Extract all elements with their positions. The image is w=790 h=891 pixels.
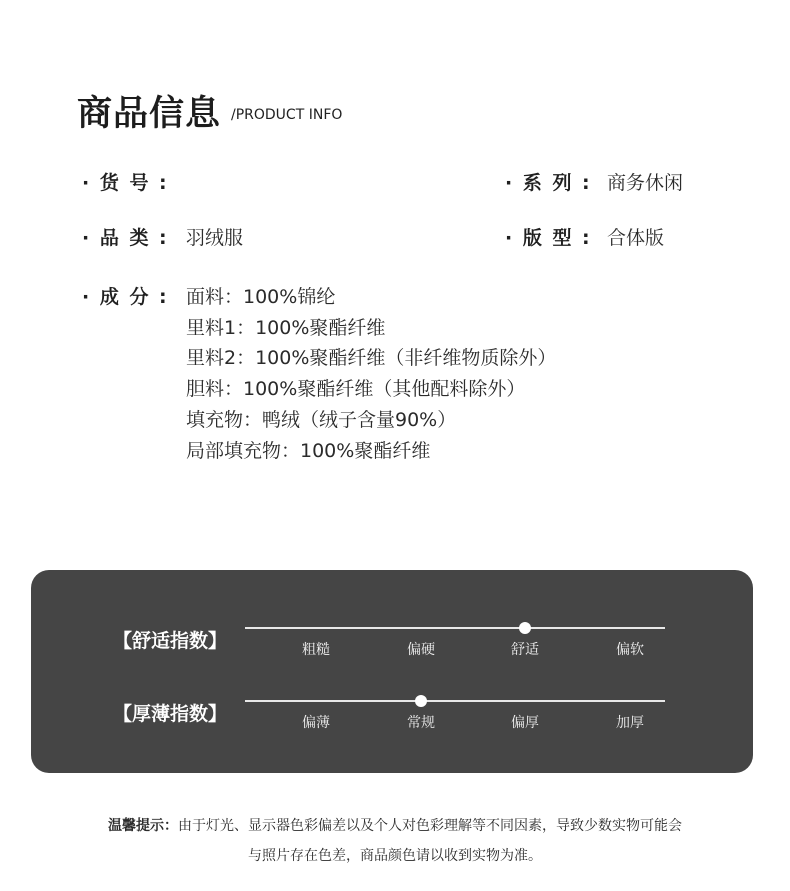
notice-label: 温馨提示： bbox=[108, 818, 178, 834]
composition-line: 面料：100%锦纶 bbox=[186, 286, 336, 308]
page-subtitle: /PRODUCT INFO bbox=[231, 107, 343, 123]
page-title: 商品信息 bbox=[77, 94, 222, 134]
composition-line: 填充物：鸭绒（绒子含量90%） bbox=[186, 409, 457, 431]
notice-text-1: 由于灯光、显示器色彩偏差以及个人对色彩理解等不同因素，导致少数实物可能会 bbox=[178, 818, 682, 834]
series-label: · 系 列 : bbox=[505, 172, 592, 194]
notice-line-2: 与照片存在色差，商品颜色请以收到实物为准。 bbox=[248, 848, 542, 864]
category-label: · 品 类 : bbox=[82, 227, 169, 249]
series-value: 商务休闲 bbox=[607, 172, 684, 194]
composition-line: 里料2：100%聚酯纤维（非纤维物质除外） bbox=[186, 347, 557, 369]
thickness-scale-knob bbox=[415, 695, 427, 707]
comfort-option: 粗糙 bbox=[302, 642, 330, 658]
composition-line: 胆料：100%聚酯纤维（其他配料除外） bbox=[186, 378, 526, 400]
thickness-option: 常规 bbox=[407, 715, 435, 731]
thickness-scale-title: 【厚薄指数】 bbox=[113, 703, 228, 725]
comfort-option: 偏软 bbox=[616, 642, 644, 658]
item-no-label: · 货 号 : bbox=[82, 172, 169, 194]
fit-label: · 版 型 : bbox=[505, 227, 592, 249]
thickness-scale-track bbox=[245, 700, 665, 702]
fit-value: 合体版 bbox=[607, 227, 665, 249]
notice-line-1 bbox=[0, 815, 790, 835]
index-panel bbox=[31, 570, 753, 773]
comfort-option: 偏硬 bbox=[407, 642, 435, 658]
category-value: 羽绒服 bbox=[186, 227, 244, 249]
thickness-option: 偏薄 bbox=[302, 715, 330, 731]
comfort-scale-track bbox=[245, 627, 665, 629]
composition-line: 里料1：100%聚酯纤维 bbox=[186, 317, 386, 339]
comfort-option: 舒适 bbox=[511, 642, 539, 658]
thickness-option: 偏厚 bbox=[511, 715, 539, 731]
thickness-option: 加厚 bbox=[616, 715, 644, 731]
composition-label: · 成 分 : bbox=[82, 286, 169, 308]
composition-line: 局部填充物：100%聚酯纤维 bbox=[186, 440, 431, 462]
comfort-scale-knob bbox=[519, 622, 531, 634]
comfort-scale-title: 【舒适指数】 bbox=[113, 630, 228, 652]
